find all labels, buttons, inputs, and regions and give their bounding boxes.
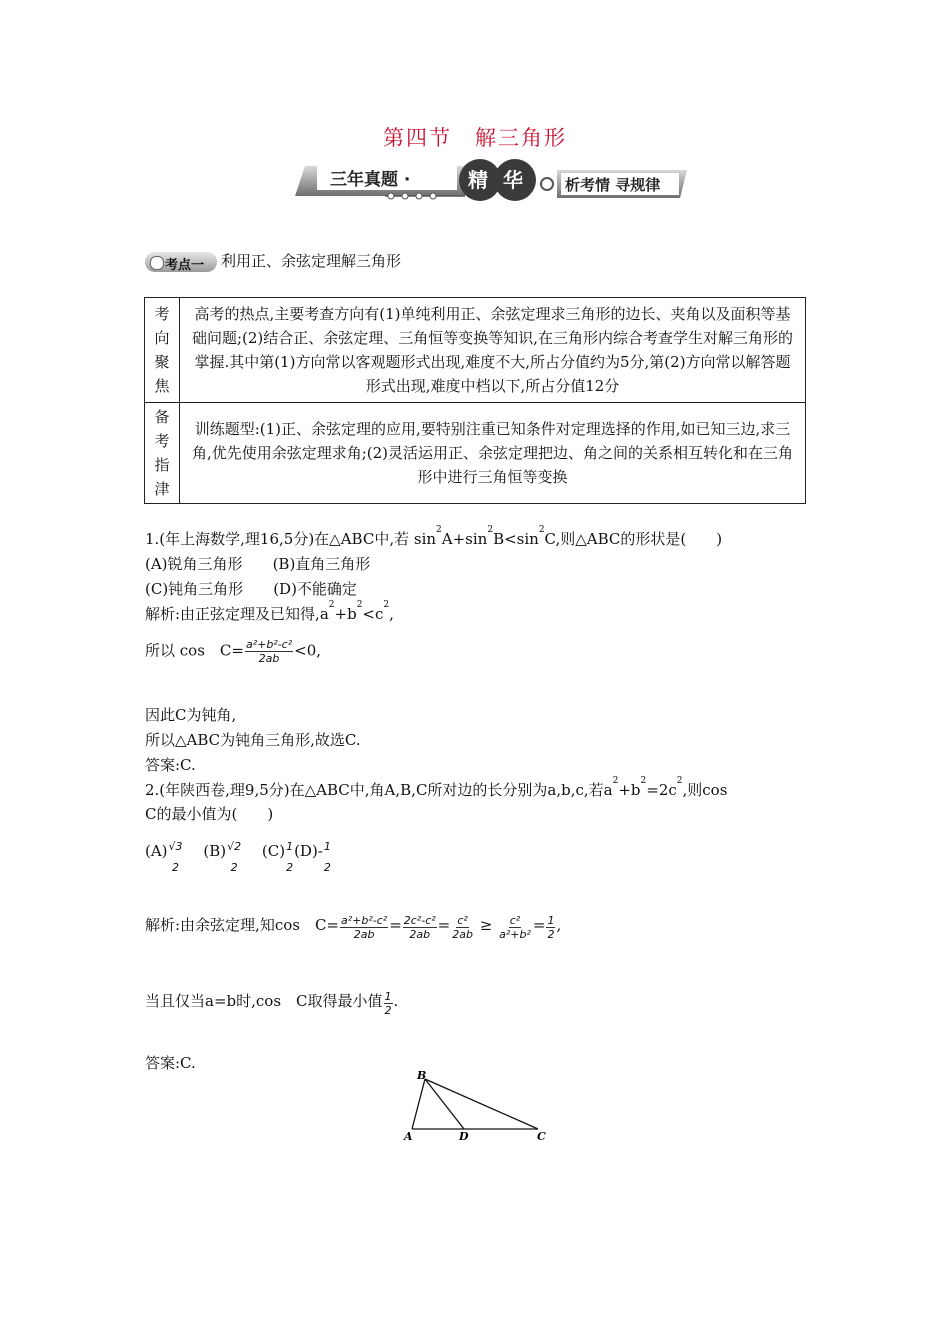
q2-stem: 2.(年陕西卷,理9,5分)在△ABC中,角A,B,C所对边的长分别为a,b,c,若$a^2+b^2=2c^2$,则cos bbox=[145, 776, 728, 799]
q1-options-row2: (C)钝角三角形 (D)不能确定 bbox=[145, 580, 357, 598]
page-title: 第四节 解三角形 bbox=[383, 126, 567, 150]
kaodian-text: 利用正、余弦定理解三角形 bbox=[221, 252, 402, 270]
q1-answer: 答案:C. bbox=[145, 756, 196, 774]
table-row bbox=[145, 298, 806, 403]
label-b: B bbox=[417, 1069, 427, 1082]
q1-stem: 1.(年上海数学,理16,5分)在△ABC中,若 $\sin^2A+\sin^2B<\sin^2C$,则△ABC的形状是( ) bbox=[145, 525, 723, 548]
q1-solution-2: 所以 cos C= $\frac{\text{a²+b²-c²}}{2ab}$ <0, bbox=[145, 638, 322, 665]
q2-solution-1: 解析:由余弦定理,知cos C= $\frac{\text{a²+b²-c²}}{2ab}$ = $\frac{\text{2c²-c²}}{2ab}$ = $\frac{\text{c²}}{2ab}$ ≥ $\frac{\text{c²}}{\text{a²+b²}}$ = $\frac{1}{2}$ , bbox=[145, 914, 562, 941]
badge-char-2: 华 bbox=[503, 168, 523, 192]
label-c: C bbox=[537, 1130, 546, 1143]
row-head-beikao: 备考指津 bbox=[145, 403, 180, 504]
section-banner bbox=[295, 158, 690, 204]
bullet-icon bbox=[150, 256, 164, 270]
label-a: A bbox=[404, 1130, 413, 1143]
q2-stem-cont: C的最小值为( ) bbox=[145, 805, 274, 823]
q1-options-row1: (A)锐角三角形 (B)直角三角形 bbox=[145, 555, 371, 573]
triangle-figure bbox=[400, 1068, 550, 1146]
row-body-kaoxiang: 高考的热点,主要考查方向有(1)单纯利用正、余弦定理求三角形的边长、夹角以及面积等基础问题;(2)结合正、余弦定理、三角恒等变换等知识,在三角形内综合考查学生对解三角形的掌握.其中第(1)方向常以客观题形式出现,难度不大,所占分值约为5分,第(2)方向常以解答题形式出现,难度中档以下,所占分值12分 bbox=[180, 298, 806, 403]
row-head-kaoxiang: 考向聚焦 bbox=[145, 298, 180, 403]
q1-solution-1: 解析:由正弦定理及已知得$,a^2+b^2<c^2$, bbox=[145, 600, 394, 623]
q1-solution-3: 因此C为钝角, bbox=[145, 706, 237, 724]
banner-main-text: 三年真题 · bbox=[330, 170, 411, 190]
segment-bd bbox=[425, 1079, 464, 1129]
info-table bbox=[144, 297, 806, 504]
q2-answer: 答案:C. bbox=[145, 1054, 196, 1072]
kaodian-heading bbox=[145, 250, 401, 272]
banner-right-text: 析考情 寻规律 bbox=[565, 176, 661, 194]
kaodian-badge: 考点一 bbox=[145, 252, 217, 272]
row-body-beikao: 训练题型:(1)正、余弦定理的应用,要特别注重已知条件对定理选择的作用,如已知三边,求三角,优先使用余弦定理求角;(2)灵活运用正、余弦定理把边、角之间的关系相互转化和在三角形中进行三角恒等变换 bbox=[180, 403, 806, 504]
side-bc bbox=[425, 1079, 538, 1129]
q2-options: (A) √3 2 (B) √2 2 (C) 1 2 (D)- 1 2 bbox=[145, 840, 331, 874]
side-ba bbox=[412, 1079, 425, 1129]
q2-solution-2: 当且仅当a=b时,cos C取得最小值 $\frac{1}{2}$ . bbox=[145, 990, 399, 1017]
table-row bbox=[145, 403, 806, 504]
label-d: D bbox=[459, 1130, 469, 1143]
badge-char-1: 精 bbox=[468, 168, 488, 192]
q1-solution-4: 所以△ABC为钝角三角形,故选C. bbox=[145, 731, 361, 749]
